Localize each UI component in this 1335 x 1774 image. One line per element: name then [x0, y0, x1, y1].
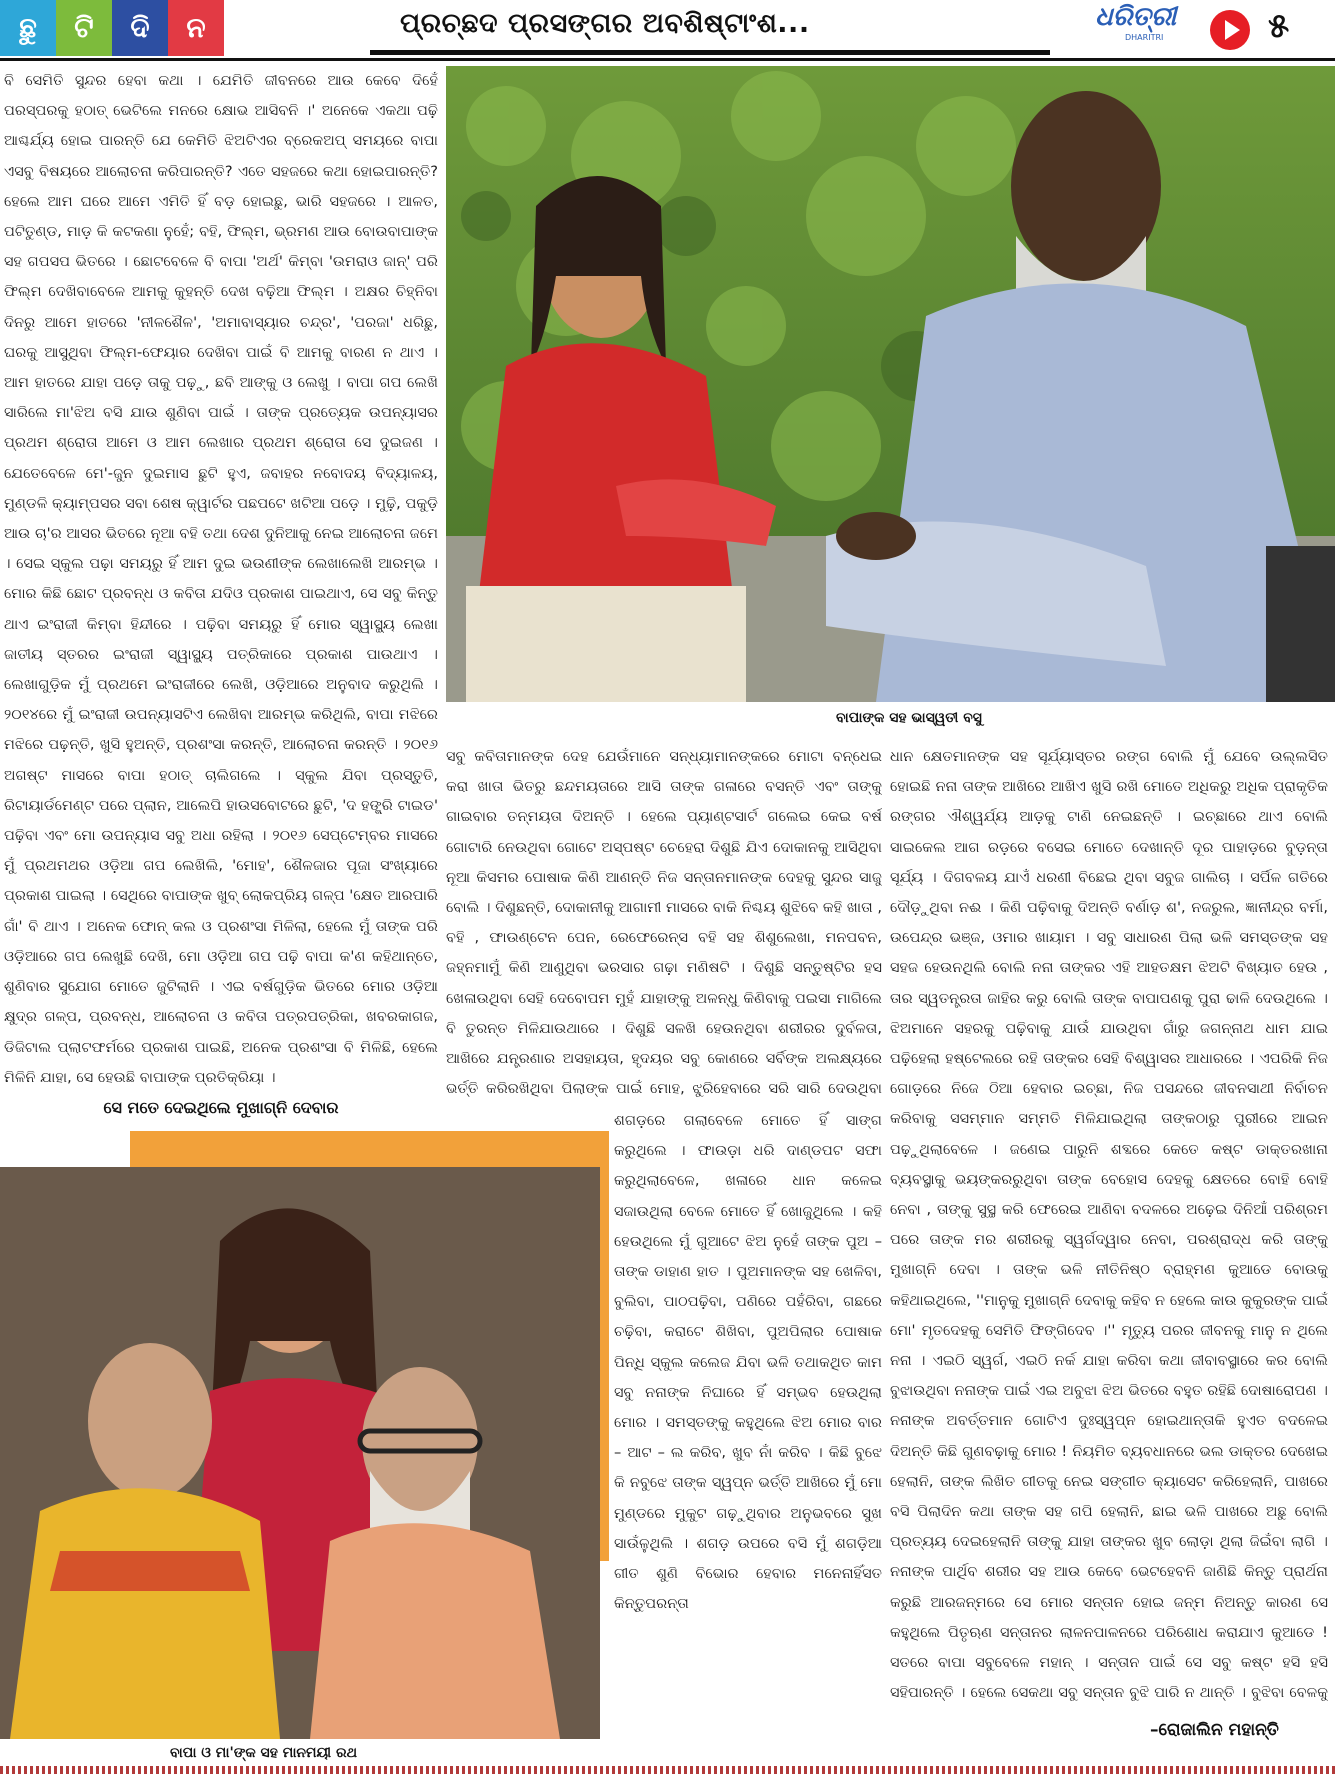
- photo2-caption: ବାପା ଓ ମା'ଙ୍କ ସହ ମାନମୟୀ ରଥ: [170, 1745, 358, 1761]
- logo-name: ଧରିତ୍ରୀ: [1095, 2, 1177, 32]
- logo-subtitle: DHARITRI: [1125, 33, 1164, 42]
- dharitri-logo: [1095, 2, 1205, 52]
- photo-father-daughter: [446, 66, 1335, 702]
- play-icon: [1210, 10, 1250, 50]
- article-column-2: [446, 742, 882, 1106]
- article-column-3: [890, 742, 1328, 1702]
- header-divider: [0, 58, 1335, 61]
- story-byline: [4, 1123, 438, 1128]
- author-signature: –ରୋଜାଲିନ ମହାନ୍ତି: [1150, 1720, 1279, 1740]
- masthead-letter-4: ନ: [168, 0, 224, 56]
- masthead-letter-1: ଛୁ: [0, 0, 56, 56]
- article-paragraph: ଶଗଡ଼ରେ ଗଲାବେଳେ ମୋତେ ହିଁ ସାଙ୍ଗ କରୁଥିଲେ । ଫାଉଡ଼ା ଧରି ଦାଣ୍ଡପଟ ସଫା କରୁଥିଲାବେଳେ, ଖଳାରେ ଧାନ କଳେଇ ସଜାଉଥିଲା ବେଳେ ମୋତେ ହିଁ ଖୋଜୁଥିଲେ । କହି ହେଉଥିଲେ ମୁଁ ଗୁଆଟେ ଝିଅ ନୁହେଁ ତାଙ୍କ ପୁଅ – ତାଙ୍କ ଡାହାଣ ହାତ । ପୁଅମାନଙ୍କ ସହ ଖେଳିବା, ବୁଲିବା, ପାଠପଢ଼ିବା, ପଣିରେ ପହଁରିବା, ଗଛରେ ଚଢ଼ିବା, କରାଟେ ଶିଖିବା, ପୁଅପିଲାର ପୋଷାକ ପିନ୍ଧି ସ୍କୁଲ କଲେଜ ଯିବା ଭଳି ତଥାକଥିତ କାମ ସବୁ ନନାଙ୍କ ନିଘାରେ ହିଁ ସମ୍ଭବ ହେଉଥିଲା ମୋର । ସମସ୍ତଙ୍କୁ କହୁଥିଲେ ଝିଅ ମୋର ବାର – ଆଟ – ଲ କରିବ, ଖୁବ ନାଁ କରିବ । କିଛି ବୁଝେ କି ନବୁଝେ ତାଙ୍କ ସ୍ୱପ୍ନ ଭର୍ତ୍ତି ଆଖିରେ ମୁଁ ମୋ ମୁଣ୍ଡରେ ମୁକୁଟ ଗଢ଼ୁଥିବାର ଅନୁଭବରେ ସୁଖ ସାଉଁଳୁଥିଲି । ଶଗଡ଼ ଉପରେ ବସି ମୁଁ ଶଗଡ଼ିଆ ଗୀତ ଶୁଣି ବିଭୋର ହେବାର ମନେନାହିଁସତ କିନ୍ତୁପରନ୍ତା: [614, 1112, 882, 1613]
- photo-family: [0, 1131, 609, 1774]
- masthead-letter-2: ଟି: [56, 0, 112, 56]
- article-column-2b: [614, 1106, 882, 1762]
- headline-rule: [370, 50, 1050, 55]
- page-bottom-border: [0, 1766, 1335, 1774]
- page-header: [0, 0, 1335, 62]
- article-paragraph: ସବୁ କବିତାମାନଙ୍କ ଦେହ ଯେଉଁମାନେ ସନ୍ଧ୍ୟାମାନଙ୍କରେ ମୋଟା ବନ୍ଧେଇ କରା ଖାତା ଭିତରୁ ଛନ୍ଦମୟତାରେ ଆସି ତାଙ୍କ ଗଳାରେ ବସନ୍ତି ଏବଂ ତାଙ୍କୁ ଗାଇବାର ତନ୍ମୟତା ଦିଅନ୍ତି । ହେଲେ ପ୍ୟାଣ୍ଟସାର୍ଟ ଗଲେଇ କେଇ ବର୍ଷ ଗୋଟାରି ନେଉଥିବା ଗୋଟେ ଅସ୍ପଷ୍ଟ ଚେହେରା ଦିଶୁଛି ଯିଏ ଦୋକାନକୁ ଆସିଥିବା ନୂଆ କିସମର ପୋଷାକ କିଣି ଆଣନ୍ତି ନିଜ ସନ୍ତାନମାନଙ୍କ ଦେହକୁ ସୁନ୍ଦର ସାଜୁ ବୋଲି । ଦିଶୁଛନ୍ତି, ଦୋକାନୀକୁ ଆଗାମୀ ମାସରେ ବାକି ନିଶ୍ଚୟ ଶୁଝିବେ କହି ଖାତା , ବହି , ଫାଉଣ୍ଟେନ ପେନ, ରେଫେରେନ୍ସ ବହି ସହ ଶିଶୁଲେଖା, ମନପବନ, ଜହ୍ନମାମୁଁ କିଣି ଆଣୁଥିବା ଭରସାର ଗଢ଼ା ମଣିଷଟି । ଦିଶୁଛି ସନ୍ତୁଷ୍ଟିର ହସ ଖେଳାଉଥିବା ସେହି ଦେବୋପମ ମୁହଁ ଯାହାଙ୍କୁ ଅଳନ୍ଧୁ କିଣିବାକୁ ପଇସା ମାଗିଲେ ବି ତୁରନ୍ତ ମିଳିଯାଉଥାରେ । ଦିଶୁଛି ସଳଖି ହେଉନଥିବା ଶରୀରର ଦୁର୍ବଳତା, ଆଖିରେ ଯନ୍ତ୍ରଣାର ଅସହାୟତା, ହୃଦୟର ସବୁ କୋଣରେ ସର୍ବିଙ୍କ ଅଲକ୍ଷ୍ୟରେ ଭର୍ତ୍ତି କରିରଖିଥିବା ପିଲାଙ୍କ ପାଇଁ ମୋହ, ଝୁରିହେବାରେ ସରି ସାରି ଦେଉଥିବା: [446, 748, 882, 1098]
- article-paragraph: ବି ସେମିତି ସୁନ୍ଦର ହେବା କଥା । ଯେମିତି ଜୀବନରେ ଆଉ କେବେ ଦିହେଁ ପରସ୍ପରକୁ ହଠାତ୍ ଭେଟିଲେ ମନରେ କ୍ଷୋଭ ଆସିବନି ।' ଅନେକେ ଏକଥା ପଢ଼ି ଆଶ୍ଚର୍ଯ୍ୟ ହୋଇ ପାରନ୍ତି ଯେ କେମିତି ଝିଅଟିଏର ବ୍ରେକଅପ୍ ସମୟରେ ବାପା ଏସବୁ ବିଷୟରେ ଆଲୋଚନା କରିପାରନ୍ତି? ଏତେ ସହଜରେ କଥା ହୋଇପାରନ୍ତି? ହେଲେ ଆମ ଘରେ ଆମେ ଏମିତି ହିଁ ବଡ଼ ହୋଇଛୁ, ଭାରି ସହଜରେ । ଆଳତ, ପଟିତୁଣ୍ଡ, ମାଡ଼ କି କଟକଣା ନୁହେଁ; ବହି, ଫିଲ୍ମ, ଭ୍ରମଣ ଆଉ ବୋଉବାପାଙ୍କ ସହ ଗପସପ ଭିତରେ । ଛୋଟବେଳେ ବି ବାପା 'ଅର୍ଥ' କିମ୍ବା 'ଉମରାଓ ଜାନ୍' ପରି ଫିଲ୍ମ ଦେଖିବାବେଳେ ଆମକୁ କୁହନ୍ତି ଦେଖ ବଢ଼ିଆ ଫିଲ୍ମ । ଅକ୍ଷର ଚିହ୍ନିବା ଦିନରୁ ଆମେ ହାତରେ 'ନୀଳଶୈଳ', 'ଅମାବାସ୍ୟାର ଚନ୍ଦ୍ର', 'ପରଜା' ଧରିଛୁ, ଘରକୁ ଆସୁଥିବା ଫିଲ୍ମ-ଫେୟାର ଦେଖିବା ପାଇଁ ବି ଆମକୁ ବାରଣ ନ ଥାଏ । ଆମ ହାତରେ ଯାହା ପଡ଼େ ତାକୁ ପଢ଼ୁ, ଛବି ଆଙ୍କୁ ଓ ଲେଖୁ । ବାପା ଗପ ଲେଖି ସାରିଲେ ମା'ଝିଅ ବସି ଯାଉ ଶୁଣିବା ପାଇଁ । ତାଙ୍କ ପ୍ରତ୍ୟେକ ଉପନ୍ୟାସର ପ୍ରଥମ ଶ୍ରୋତା ଆମେ ଓ ଆମ ଲେଖାର ପ୍ରଥମ ଶ୍ରୋତା ସେ ଦୁଇଜଣ । ଯେତେବେଳେ ମେ'-ଜୁନ ଦୁଇମାସ ଛୁଟି ହୁଏ, ଜବାହର ନବୋଦୟ ବିଦ୍ୟାଳୟ, ମୁଣ୍ଡଳି କ୍ୟାମ୍ପସର ସବା ଶେଷ କ୍ୱାର୍ଟର ପଛପଟେ ଖଟିଆ ପଡ଼େ । ମୁଢ଼ି, ପକୁଡ଼ି ଆଉ ଚା'ର ଆସର ଭିତରେ ନୂଆ ବହି ତଥା ଦେଶ ଦୁନିଆକୁ ନେଇ ଆଲୋଚନା ଜମେ । ସେଇ ସ୍କୁଲ ପଢ଼ା ସମୟରୁ ହିଁ ଆମ ଦୁଇ ଭଉଣୀଙ୍କ ଲେଖାଲେଖି ଆରମ୍ଭ । ମୋର କିଛି ଛୋଟ ପ୍ରବନ୍ଧ ଓ କବିତା ଯଦିଓ ପ୍ରକାଶ ପାଇଥାଏ, ସେ ସବୁ କିନ୍ତୁ ଥାଏ ଇଂରାଜୀ କିମ୍ବା ହିନ୍ଦୀରେ । ପଢ଼ିବା ସମୟରୁ ହିଁ ମୋର ସ୍ୱାସ୍ଥ୍ୟ ଲେଖା ଜାତୀୟ ସ୍ତରର ଇଂରାଜୀ ସ୍ୱାସ୍ଥ୍ୟ ପତ୍ରିକାରେ ପ୍ରକାଶ ପାଉଥାଏ । ଲେଖାଗୁଡ଼ିକ ମୁଁ ପ୍ରଥମେ ଇଂରାଜୀରେ ଲେଖି, ଓଡ଼ିଆରେ ଅନୁବାଦ କରୁଥିଲି । ୨୦୧୪ରେ ମୁଁ ଇଂରାଜୀ ଉପନ୍ୟାସଟିଏ ଲେଖିବା ଆରମ୍ଭ କରିଥିଲି, ବାପା ମଝିରେ ମଝିରେ ପଢ଼ନ୍ତି, ଖୁସି ହୁଅନ୍ତି, ପ୍ରଶଂସା କରନ୍ତି, ଆଲୋଚନା କରନ୍ତି । ୨୦୧୬ ଅଗଷ୍ଟ ମାସରେ ବାପା ହଠାତ୍ ଚାଲିଗଲେ । ସ୍କୁଲ ଯିବା ପ୍ରସ୍ତୁତି, ରିଟାୟାର୍ଡମେଣ୍ଟ ପରେ ପ୍ଲାନ, ଆଲେପି ହାଉସବୋଟରେ ଛୁଟି, 'ଦ ହଙ୍ଗ୍ରି ଟାଇଡ' ପଢ଼ିବା ଏବଂ ମୋ ଉପନ୍ୟାସ ସବୁ ଅଧା ରହିଲା । ୨୦୧୬ ସେପ୍ଟେମ୍ବର ମାସରେ ମୁଁ ପ୍ରଥମଥର ଓଡ଼ିଆ ଗପ ଲେଖିଲି, 'ମୋହ', ଶୈଳଜାର ପୂଜା ସଂଖ୍ୟାରେ ପ୍ରକାଶ ପାଇଲା । ସେଥିରେ ବାପାଙ୍କ ଖୁବ୍ ଲୋକପ୍ରିୟ ଗଳ୍ପ 'କ୍ଷେତ ଆରପାରି ଗାଁ' ବି ଥାଏ । ଅନେକ ଫୋନ୍ କଲ ଓ ପ୍ରଶଂସା ମିଳିଲା, ହେଲେ ମୁଁ ତାଙ୍କ ପରି ଓଡ଼ିଆରେ ଗପ ଲେଖୁଛି ଦେଖି, ମୋ ଓଡ଼ିଆ ଗପ ପଢ଼ି ବାପା କ'ଣ କହିଥାନ୍ତେ, ଶୁଣିବାର ସୁଯୋଗ ମୋତେ ଜୁଟିଲାନି । ଏଇ ବର୍ଷଗୁଡ଼ିକ ଭିତରେ ମୋର ଓଡ଼ିଆ କ୍ଷୁଦ୍ର ଗଳ୍ପ, ପ୍ରବନ୍ଧ, ଆଲୋଚନା ଓ କବିତା ପତ୍ରପତ୍ରିକା, ଖବରକାଗଜ, ଡିଜିଟାଲ ପ୍ଲାଟଫର୍ମରେ ପ୍ରକାଶ ପାଇଛି, ଅନେକ ପ୍ରଶଂସା ବି ମିଳିଛି, ହେଲେ ମିଳିନି ଯାହା, ସେ ହେଉଛି ବାପାଙ୍କ ପ୍ରତିକ୍ରିୟା ।: [4, 72, 438, 1086]
- article-column-1: [4, 66, 438, 1128]
- page-number: ୫: [1268, 6, 1290, 46]
- section-headline: ପ୍ରଚ୍ଛଦ ପ୍ରସଙ୍ଗର ଅବଶିଷ୍ଟାଂଶ...: [400, 8, 810, 39]
- story-subheading: ସେ ମତେ ଦେଇଥିଲେ ମୁଖାଗ୍ନି ଦେବାର: [103, 1097, 339, 1117]
- masthead: [0, 0, 224, 56]
- masthead-letter-3: ଦି: [112, 0, 168, 56]
- article-paragraph: ଧାନ କ୍ଷେତମାନଙ୍କ ସହ ସୂର୍ଯ୍ୟାସ୍ତର ରଙ୍ଗ ବୋଲି ମୁଁ ଯେବେ ଉଲ୍ଲସିତ ହୋଇଛି ନନା ତାଙ୍କ ଆଖିରେ ଆଖିଏ ଖୁସି ରଖି ମୋତେ ଅଧିକରୁ ଅଧିକ ପ୍ରାକୃତିକ ରଙ୍ଗର ଐଶ୍ୱର୍ଯ୍ୟ ଆଡ଼କୁ ଟାଣି ନେଇଛନ୍ତି । ଇଚ୍ଛାରେ ଥାଏ ବୋଲି ସାଇକେଲ ଆଗ ରଡ଼ରେ ବସେଇ ମୋତେ ଦେଖାନ୍ତି ଦୂର ପାହାଡ଼ରେ ବୁଡ଼ନ୍ତା ସୂର୍ଯ୍ୟ । ଦିଗବଳୟ ଯାଏଁ ଧରଣୀ ବିଛେଇ ଥିବା ସବୁଜ ଗାଲିଚା । ସର୍ପିଳ ଗତିରେ ଦୌଡ଼ୁଥିବା ନଈ । କିଣି ପଢ଼ିବାକୁ ଦିଅନ୍ତି ବର୍ଣାଡ଼ ଶ', ନଜରୁଲ, ଜ୍ଞାନୀନ୍ଦ୍ର ବର୍ମା, ଉପେନ୍ଦ୍ର ଭଞ୍ଜ, ଓମାର ଖାୟାମ । ସବୁ ସାଧାରଣ ପିଲା ଭଳି ସମସ୍ତଙ୍କ ସହ ସହଜ ହେଉନଥିଲି ବୋଲି ନନା ତାଙ୍କର ଏହି ଆହତକ୍ଷମ ଝିଅଟି ବିଖ୍ୟାତ ହେଉ , ତାର ସ୍ୱତନ୍ତ୍ରତା ଜାହିର କରୁ ବୋଲି ତାଙ୍କ ବାପାପଣକୁ ପୁରା ଢାଳି ଦେଉଥିଲେ । ଝିଅମାନେ ସହରକୁ ପଢ଼ିବାକୁ ଯାଉଁ ଯାଉଥିବା ଗାଁରୁ ଜଗନ୍ନାଥ ଧାମ ଯାଇ ପଢ଼ିହେଲା ହଷ୍ଟେଲରେ ରହି ତାଙ୍କର ସେହି ବିଶ୍ୱାସର ଆଧାରରେ । ଏପରିକି ନିଜ ଗୋଡ଼ରେ ନିଜେ ଠିଆ ହେବାର ଇଚ୍ଛା, ନିଜ ପସନ୍ଦରେ ଜୀବନସାଥୀ ନିର୍ବାଚନ କରିବାକୁ ସସମ୍ମାନ ସମ୍ମତି ମିଳିଯାଇଥିଲା ତାଙ୍କଠାରୁ ପୁରୀରେ ଆଇନ ପଢ଼ୁଥିଲାବେଳେ । ଜଣେଇ ପାରୁନି ଶବ୍ଦରେ କେତେ କଷ୍ଟ ଡାକ୍ତରଖାନା ବ୍ୟବସ୍ଥାକୁ ଭୟଙ୍କରରୁଥିବା ତାଙ୍କ ବେହୋସ ଦେହକୁ କ୍ଷେତରେ ବୋହି ବୋହି ନେବା , ତାଙ୍କୁ ସୁସ୍ଥ କରି ଫେରେଇ ଆଣିବା ବଦଳରେ ଅଢ଼େଇ ଦିନିଆଁ ପରିଶ୍ରମ ପରେ ତାଙ୍କ ମର ଶରୀରକୁ ସ୍ୱର୍ଗଦ୍ୱାର ନେବା, ପରଶ୍ରାଦ୍ଧ କରି ତାଙ୍କୁ ମୁଖାଗ୍ନି ଦେବା । ତାଙ୍କ ଭଳି ନୀତିନିଷ୍ଠ ବ୍ରାହ୍ମଣ କୁଆଡେ ବୋଉକୁ କହିଥାଇଥିଲେ, ''ମାନୁକୁ ମୁଖାଗ୍ନି ଦେବାକୁ କହିବ ନ ହେଲେ କାଉ କୁକୁରଙ୍କ ପାଇଁ ମୋ' ମୃତଦେହକୁ ସେମିତି ଫିଙ୍ଗିଦେବ ।'' ମୃତ୍ୟୁ ପରର ଜୀବନକୁ ମାନୁ ନ ଥିଲେ ନନା । ଏଇଠି ସ୍ୱର୍ଗ, ଏଇଠି ନର୍କ ଯାହା କରିବା କଥା ଜୀବାବସ୍ଥାରେ କର ବୋଲି ବୁଝାଉଥିବା ନନାଙ୍କ ପାଇଁ ଏଇ ଅବୁଝା ଝିଅ ଭିତରେ ବହୁତ ରହିଛି ଦୋଷାରୋପଣ । ନନାଙ୍କ ଅବର୍ତ୍ତମାନ ଗୋଟିଏ ଦୁଃସ୍ୱପ୍ନ ହୋଇଥାନ୍ତାକି ହୁଏତ ବଦଳେଇ ଦିଅନ୍ତି କିଛି ଗୁଣବଢ଼ାକୁ ମୋର ! ନିୟମିତ ବ୍ୟବଧାନରେ ଭଲ ଡାକ୍ତର ଦେଖେଇ ହେଲାନି, ତାଙ୍କ ଲିଖିତ ଗୀତକୁ ନେଇ ସଙ୍ଗୀତ କ୍ୟାସେଟ କରିହେଲାନି, ପାଖରେ ବସି ପିଲାଦିନ କଥା ତାଙ୍କ ସହ ଗପି ହେଲାନି, ଛାଇ ଭଳି ପାଖରେ ଅଛୁ ବୋଲି ପ୍ରତ୍ୟୟ ଦେଇହେଲାନି ତାଙ୍କୁ ଯାହା ତାଙ୍କର ଖୁବ ଲୋଡ଼ା ଥିଲା ଜିଇଁବା ଲାଗି । ନନାଙ୍କ ପାର୍ଥିବ ଶରୀର ସହ ଆଉ କେବେ ଭେଟହେବନି ଜାଣିଛି କିନ୍ତୁ ପ୍ରାର୍ଥନା କରୁଛି ଆରଜନ୍ମରେ ସେ ମୋର ସନ୍ତାନ ହୋଇ ଜନ୍ମ ନିଅନ୍ତୁ କାରଣ ସେ କହୁଥିଲେ ପିତୃଋଣ ସନ୍ତାନର ଲାଳନପାଳନରେ ପରିଶୋଧ କରାଯାଏ କୁଆଡେ ! ସତରେ ବାପା ସବୁବେଳେ ମହାନ୍ । ସନ୍ତାନ ପାଇଁ ସେ ସବୁ କଷ୍ଟ ହସି ହସି ସହିପାରନ୍ତି । ହେଲେ ସେକଥା ସବୁ ସନ୍ତାନ ବୁଝି ପାରି ନ ଥାନ୍ତି । ବୁଝିବା ବେଳକୁ: [890, 748, 1328, 1702]
- photo1-caption: ବାପାଙ୍କ ସହ ଭାସ୍ୱତୀ ବସୁ: [836, 710, 982, 726]
